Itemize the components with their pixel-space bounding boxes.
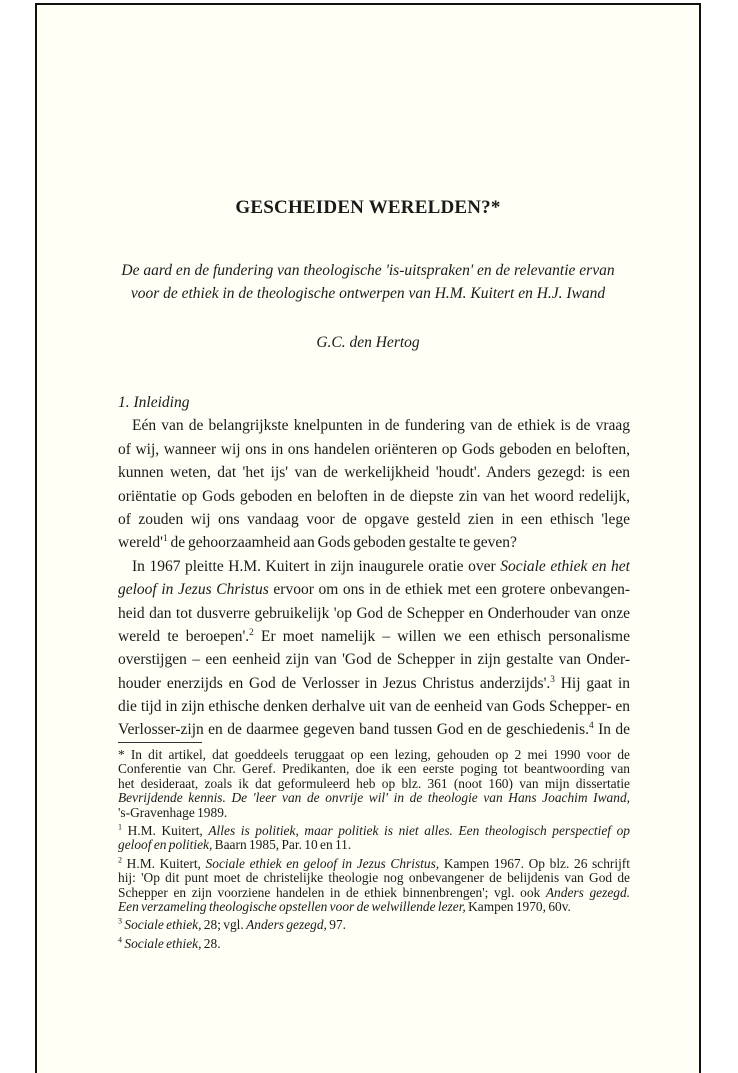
footnote <box>118 824 630 853</box>
document-page <box>35 3 701 1073</box>
text-run: kunnen weten, dat 'het ijs' van de werkelijkheid 'houdt'. Anders gezegd: is een <box>118 464 630 482</box>
footnote <box>118 748 630 820</box>
text-line <box>118 900 630 914</box>
text-line <box>118 791 630 805</box>
text-run: Hij gaat in <box>554 674 630 692</box>
text-run: Kampen 1970, 60v. <box>465 899 571 914</box>
italic-text: Anders gezegd. <box>545 885 630 900</box>
text-line <box>118 555 630 578</box>
subtitle-line: De aard en de fundering van theologische 'is-uitspraken' en de relevantie ervan <box>121 262 615 279</box>
text-run: 97. <box>326 918 346 933</box>
text-run: overstijgen – een eenheid zijn van 'God de Schepper in zijn gestalte van Onder- <box>118 651 630 669</box>
footnote <box>118 937 630 951</box>
text-run: houder enerzijds en God de Verlosser in Jezus Christus anderzijds'. <box>118 674 551 692</box>
italic-text: Sociale ethiek, <box>124 918 202 933</box>
text-line <box>118 718 630 741</box>
text-run: Baarn 1985, Par. 10 en 11. <box>212 838 352 853</box>
italic-text: geloof in Jezus Christus <box>118 581 269 599</box>
text-line <box>118 625 630 648</box>
footnote-ref: 4 <box>589 721 594 732</box>
text-line <box>118 578 630 601</box>
text-line <box>118 748 630 762</box>
text-run: Er moet namelijk – willen we een ethisch personalisme <box>253 627 630 645</box>
text-run: het desideraat, zoals ik dat geformuleerd heb op blz. 361 (noot 160) van mijn dissertatie <box>118 776 630 791</box>
text-run: * In dit artikel, dat goeddeels teruggaat op een lezing, gehouden op 2 mei 1990 voor de <box>118 748 630 762</box>
text-line <box>118 438 630 461</box>
text-run: of zouden wij ons vandaag voor de opgave gesteld zien in een ethisch 'lege <box>118 510 630 528</box>
text-run: ervoor om ons in de ethiek met een grotere onbevangen- <box>268 581 630 599</box>
text-line <box>118 871 630 885</box>
text-run: Verlosser-zijn en de daarmee gegeven band tussen God en de geschiedenis. <box>118 721 590 739</box>
text-run: die tijd in zijn ethische denken derhalve uit van de eenheid van Gods Schepper- en <box>118 698 630 716</box>
footnote-ref: 3 <box>550 674 555 685</box>
text-run: Kampen 1967. Op blz. 26 schrijft <box>439 856 630 871</box>
text-run: H.M. Kuitert, <box>122 856 206 871</box>
article-title: GESCHEIDEN WERELDEN?* <box>235 197 501 218</box>
text-line <box>118 414 630 437</box>
text-line <box>118 918 630 932</box>
text-line <box>118 762 630 776</box>
footnote-ref: 2 <box>118 856 123 865</box>
text-line <box>118 648 630 671</box>
italic-text: Sociale ethiek en geloof in Jezus Christus, <box>205 856 440 871</box>
footnote-ref: 2 <box>249 627 254 638</box>
text-line <box>118 602 630 625</box>
footnote <box>118 918 630 932</box>
text-run: 's-Gravenhage 1989. <box>118 805 228 820</box>
text-run: 28; vgl. <box>201 918 247 933</box>
italic-text: Anders gezegd, <box>246 918 327 933</box>
text-line <box>118 695 630 718</box>
subtitle-line: voor de ethiek in de theologische ontwerpen van H.M. Kuitert en H.J. Iwand <box>130 285 606 302</box>
text-line <box>118 857 630 871</box>
text-run: wereld' <box>118 534 163 552</box>
text-run: In de <box>593 721 630 739</box>
footnotes <box>118 748 630 955</box>
footnote-divider <box>118 742 202 743</box>
body-text <box>118 391 630 742</box>
text-line <box>118 886 630 900</box>
text-line <box>118 937 630 951</box>
italic-text: Bevrijdende kennis. De 'leer van de onvrije wil' in de theologie van Hans Joachim Iwand, <box>118 791 630 806</box>
footnote-ref: 3 <box>118 918 123 926</box>
text-run: of wij, wanneer wij ons in ons handelen oriënteren op Gods geboden en beloften, <box>118 440 630 458</box>
italic-text: Alles is politiek, maar politiek is niet alles. Een theologisch perspectief op <box>208 823 630 838</box>
text-line <box>118 824 630 838</box>
text-run: Eén van de belangrijkste knelpunten in de fundering van de ethiek is de vraag <box>132 417 630 435</box>
footnote <box>118 857 630 915</box>
italic-text: geloof en politiek, <box>118 838 213 853</box>
text-run: oriëntatie op Gods geboden en beloften in de diepste zin van het woord redelijk, <box>118 487 630 505</box>
text-line <box>118 485 630 508</box>
text-run: Schepper en zijn voorziene handelen in de ethiek binnenbrengen'; vgl. ook <box>118 885 546 900</box>
text-line <box>118 508 630 531</box>
text-line <box>118 777 630 791</box>
text-line <box>118 672 630 695</box>
italic-text: Sociale ethiek, <box>124 936 202 951</box>
text-line <box>118 461 630 484</box>
text-run: de gehoorzaamheid aan Gods geboden gestalte te geven? <box>167 534 517 552</box>
text-run: H.M. Kuitert, <box>122 823 209 838</box>
text-run: 28. <box>201 936 221 951</box>
footnote-ref: 4 <box>118 936 123 945</box>
text-line <box>118 806 630 820</box>
italic-text: Een verzameling theologische opstellen voor de welwillende lezer, <box>118 899 466 914</box>
text-run: wereld te beroepen'. <box>118 627 250 645</box>
footnote-ref: 1 <box>162 534 168 545</box>
text-line <box>118 838 630 852</box>
article-author: G.C. den Hertog <box>316 334 420 351</box>
article-subtitle <box>37 259 699 305</box>
text-run: heid dan tot dusverre gebruikelijk 'op God de Schepper en Onderhouder van onze <box>118 604 630 622</box>
text-line <box>118 531 630 554</box>
text-run: Conferentie van Chr. Geref. Predikanten, doe ik een eerste poging tot beantwoording van <box>118 762 630 777</box>
section-heading: 1. Inleiding <box>118 394 190 411</box>
text-run: hij: 'Op dit punt moet de christelijke theologie nog onbevangener de belijdenis van God de <box>118 871 630 886</box>
footnote-ref: 1 <box>118 823 123 832</box>
italic-text: Sociale ethiek en het <box>500 557 630 575</box>
text-run: In 1967 pleitte H.M. Kuitert in zijn inaugurele oratie over <box>132 557 501 575</box>
